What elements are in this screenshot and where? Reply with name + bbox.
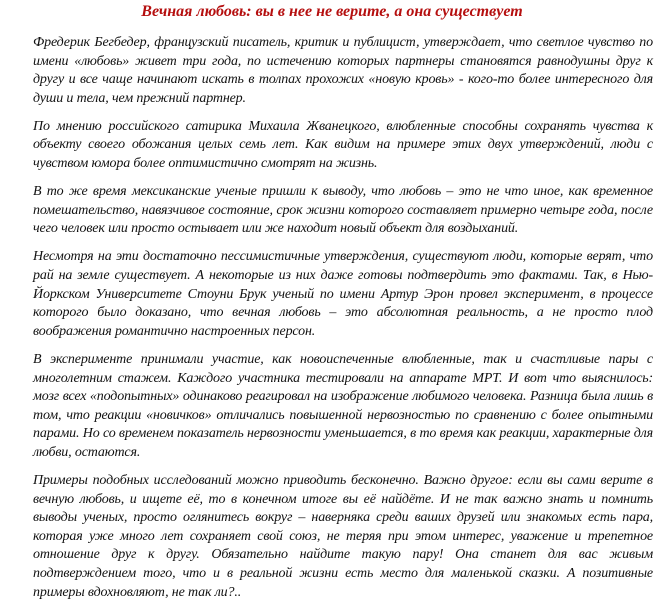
paragraph: Несмотря на эти достаточно пессимистичные утверждения, существуют люди, которые верят, что рай на земле существует. А некоторые из них даже готовы подтвердить это фактами. Так, в Нью-Йоркском Университете Стоуни Брук ученый по имени Артур Эрон провел эксперимент, в процессе которого было доказано, что вечная любовь – это абсолютная реальность, а не просто плод воображения романтично настроенных персон. bbox=[33, 249, 653, 339]
article-title: Вечная любовь: вы в нее не верите, а она существует bbox=[141, 3, 523, 20]
paragraph: В то же время мексиканские ученые пришли к выводу, что любовь – это не что иное, как временное помешательство, навязчивое состояние, срок жизни которого составляет примерно четыре года, после чего человек или просто остывает или же находит новый объект для воздыханий. bbox=[33, 184, 653, 237]
paragraph: Фредерик Бегбедер, французский писатель, критик и публицист, утверждает, что светлое чувство по имени «любовь» живет три года, по истечению которых партнеры становятся равнодушны друг к другу и все чаще начинают искать в толпах прохожих «новую кровь» - кого-то более интересного для души и тела, чем прежний партнер. bbox=[33, 35, 653, 106]
article-body bbox=[33, 34, 653, 612]
paragraph: Примеры подобных исследований можно приводить бесконечно. Важно другое: если вы сами верите в вечную любовь, и ищете её, то в конечном итоге вы её найдёте. И не так важно знать и помнить выводы ученых, просто оглянитесь вокруг – наверняка среди ваших друзей или знакомых есть пара, которая уже много лет сохраняет свой союз, не теряя при этом интерес, уважение и трепетное отношение друг к другу. Обязательно найдите такую пару! Она станет для вас живым подтверждением того, что и в реальной жизни есть место для маленькой сказки. А позитивные примеры вдохновляют, не так ли?.. bbox=[33, 472, 653, 600]
paragraph: По мнению российского сатирика Михаила Жванецкого, влюбленные способны сохранять чувства к объекту своего обожания целых семь лет. Как видим на примере этих двух утверждений, люди с чувством юмора более оптимистично смотрят на жизнь. bbox=[33, 118, 653, 172]
paragraph: В эксперименте принимали участие, как новоиспеченные влюбленные, так и счастливые пары с многолетним стажем. Каждого участника тестировали на аппарате МРТ. И вот что выяснилось: мозг всех «подопытных» одинаково реагировал на изображение любимого человека. Разница была лишь в том, что реакции «новичков» отличались повышенной нервозностью по сравнению с более опытными парами. Но со временем показатель нервозности уменьшается, в то время как реакции, характерные для любви, остаются. bbox=[33, 351, 653, 460]
